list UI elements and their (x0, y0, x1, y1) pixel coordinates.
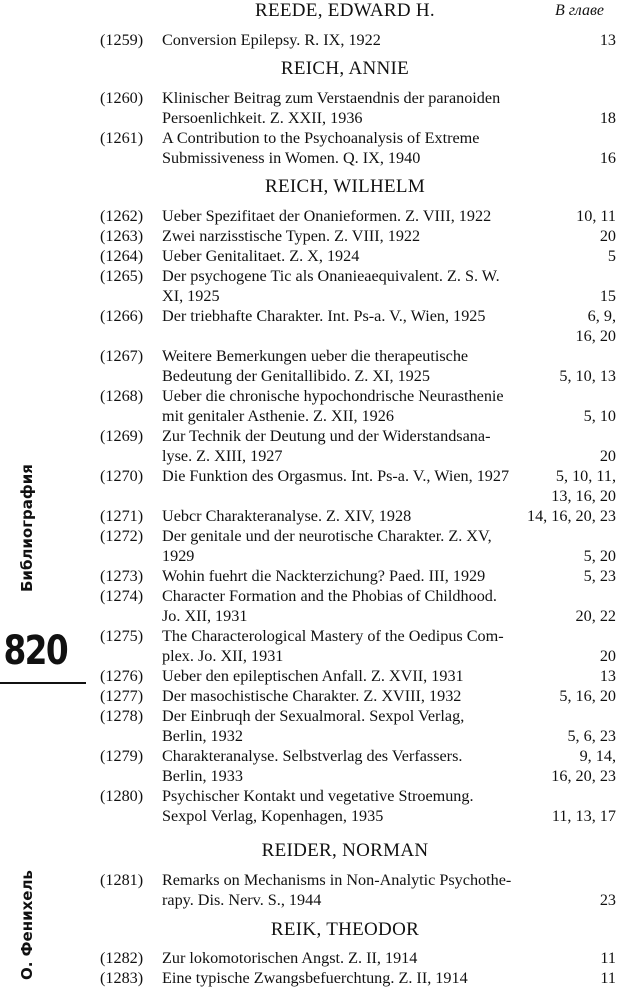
entry-text: mit genitaler Asthenie. Z. XII, 1926 (162, 407, 394, 425)
entry-line (100, 606, 620, 626)
entry-line (100, 666, 620, 686)
entry-text: Ueber den epileptischen Anfall. Z. XVII, 1931 (162, 667, 464, 685)
chapter-references: 5, 10, 11, (555, 467, 616, 485)
entry-number: (1271) (100, 507, 144, 525)
entry-line (100, 586, 620, 606)
entry-line (100, 546, 620, 566)
chapter-references: 11 (600, 949, 616, 967)
chapter-references: 11, 13, 17 (551, 807, 616, 825)
entry-line (100, 626, 620, 646)
entry-line (100, 266, 620, 286)
entry-line (100, 466, 620, 486)
chapter-references: 5, 10, 13 (559, 367, 616, 385)
entry-number: (1272) (100, 527, 144, 545)
entry-line (100, 406, 620, 426)
chapter-references: 16 (599, 149, 616, 167)
entry-text: Berlin, 1933 (162, 767, 243, 785)
bibliography-entry (100, 626, 620, 666)
entry-text: Der masochistische Charakter. Z. XVIII, 1932 (162, 687, 462, 705)
entry-text: Remarks on Mechanisms in Non-Analytic Psychothe- (162, 871, 512, 889)
author-heading: REIDER, NORMAN (261, 840, 429, 861)
column-header: В главе (554, 2, 604, 19)
entry-text: Die Funktion des Orgasmus. Int. Ps-a. V., Wien, 1927 (162, 467, 510, 485)
entry-line (100, 968, 620, 988)
page-number: 820 (3, 628, 68, 674)
bibliography-entry (100, 246, 620, 266)
entry-text: Zwei narzisstische Typen. Z. VIII, 1922 (162, 227, 421, 245)
bibliography-entry (100, 30, 620, 50)
entry-number: (1267) (100, 347, 144, 365)
entry-number: (1282) (100, 949, 144, 967)
chapter-references: 13 (599, 31, 616, 49)
entry-line (100, 686, 620, 706)
running-author: О. Фенихель (18, 870, 36, 980)
entry-text: XI, 1925 (162, 287, 220, 305)
chapter-references: 9, 14, (579, 747, 616, 765)
entry-number: (1265) (100, 267, 144, 285)
entry-text: Submissiveness in Women. Q. IX, 1940 (162, 149, 421, 167)
entry-text: Uebcr Charakteranalyse. Z. XIV, 1928 (162, 507, 412, 525)
entry-number: (1283) (100, 969, 144, 987)
bibliography-entry (100, 128, 620, 168)
entry-line (100, 948, 620, 968)
chapter-references: 23 (599, 891, 616, 909)
entry-line (100, 526, 620, 546)
chapter-references: 16, 20 (575, 327, 616, 345)
entry-text: 1929 (162, 547, 195, 565)
entry-text: Wohin fuehrt die Nackterzichung? Paed. III, 1929 (162, 567, 486, 585)
entry-line (100, 726, 620, 746)
entry-line (100, 486, 620, 506)
chapter-references: 5, 6, 23 (567, 727, 616, 745)
bibliography-entry (100, 706, 620, 746)
entry-number: (1263) (100, 227, 144, 245)
bibliography-entry (100, 786, 620, 826)
bibliography-entry (100, 566, 620, 586)
chapter-references: 18 (599, 109, 616, 127)
entry-number: (1270) (100, 467, 144, 485)
entry-text: Psychischer Kontakt und vegetative Stroemung. (162, 787, 474, 805)
bibliography-entry (100, 870, 620, 910)
bibliography-entry (100, 948, 620, 968)
bibliography-entry (100, 306, 620, 346)
entry-text: rapy. Dis. Nerv. S., 1944 (162, 891, 322, 909)
author-heading: REICH, ANNIE (280, 58, 410, 79)
entry-line (100, 346, 620, 366)
entry-text: Jo. XII, 1931 (162, 607, 248, 625)
entry-text: Conversion Epilepsy. R. IX, 1922 (162, 31, 381, 49)
chapter-references: 5, 23 (583, 567, 616, 585)
entry-text: Eine typische Zwangsbefuerchtung. Z. II, 1914 (162, 969, 468, 987)
entry-text: A Contribution to the Psychoanalysis of Extreme (162, 129, 480, 147)
entry-number: (1260) (100, 89, 144, 107)
entry-line (100, 706, 620, 726)
chapter-references: 6, 9, (587, 307, 616, 325)
chapter-references: 20 (599, 447, 616, 465)
entry-text: Berlin, 1932 (162, 727, 243, 745)
entry-number: (1259) (100, 31, 144, 49)
entry-text: Persoenlichkeit. Z. XXII, 1936 (162, 109, 363, 127)
entry-line (100, 88, 620, 108)
entry-number: (1268) (100, 387, 144, 405)
entry-line (100, 786, 620, 806)
entry-number: (1274) (100, 587, 144, 605)
entry-text: Der Einbruqh der Sexualmoral. Sexpol Verlag, (162, 707, 465, 725)
entry-number: (1273) (100, 567, 144, 585)
entry-line (100, 108, 620, 128)
entry-text: Der genitale und der neurotische Charakter. Z. XV, (162, 527, 492, 545)
bibliography-entry (100, 226, 620, 246)
bibliography-entry (100, 206, 620, 226)
entry-line (100, 306, 620, 326)
chapter-references: 20, 22 (575, 607, 616, 625)
entry-text: lyse. Z. XIII, 1927 (162, 447, 283, 465)
entry-number: (1275) (100, 627, 144, 645)
entry-text: Charakteranalyse. Selbstverlag des Verfassers. (162, 747, 463, 765)
entry-text: Klinischer Beitrag zum Verstaendnis der paranoiden (162, 89, 501, 107)
running-title: Библиография (18, 464, 36, 592)
entry-text: Character Formation and the Phobias of Childhood. (162, 587, 497, 605)
bibliography-entry (100, 426, 620, 466)
chapter-references: 5, 10 (583, 407, 616, 425)
chapter-references: 15 (599, 287, 616, 305)
entry-number: (1278) (100, 707, 144, 725)
entry-line (100, 128, 620, 148)
entry-text: Ueber Spezifitaet der Onanieformen. Z. VIII, 1922 (162, 207, 492, 225)
entry-line (100, 206, 620, 226)
author-heading: REICH, WILHELM (264, 176, 426, 197)
chapter-references: 14, 16, 20, 23 (526, 507, 616, 525)
bibliography-entry (100, 466, 620, 506)
bibliography-entry (100, 506, 620, 526)
entry-number: (1264) (100, 247, 144, 265)
entry-number: (1269) (100, 427, 144, 445)
entry-number: (1280) (100, 787, 144, 805)
bibliography-entry (100, 266, 620, 306)
entry-line (100, 446, 620, 466)
entry-line (100, 226, 620, 246)
entry-line (100, 246, 620, 266)
entry-line (100, 806, 620, 826)
entry-number: (1277) (100, 687, 144, 705)
bibliography-entry (100, 746, 620, 786)
entry-text: Weitere Bemerkungen ueber die therapeutische (162, 347, 469, 365)
chapter-references: 20 (599, 647, 616, 665)
chapter-references: 16, 20, 23 (551, 767, 616, 785)
chapter-references: 5, 20 (583, 547, 616, 565)
entry-line (100, 870, 620, 890)
chapter-references: 5, 16, 20 (559, 687, 616, 705)
bibliography-entry (100, 666, 620, 686)
chapter-references: 11 (600, 969, 616, 987)
entry-line (100, 646, 620, 666)
entry-line (100, 326, 620, 346)
entry-line (100, 426, 620, 446)
entry-line (100, 30, 620, 50)
entry-number: (1261) (100, 129, 144, 147)
entry-text: Zur Technik der Deutung und der Widerstandsana- (162, 427, 491, 445)
bibliography-entry (100, 968, 620, 988)
entry-text: Zur lokomotorischen Angst. Z. II, 1914 (162, 949, 418, 967)
entry-number: (1262) (100, 207, 144, 225)
bibliography-entry (100, 686, 620, 706)
entry-text: Sexpol Verlag, Kopenhagen, 1935 (162, 807, 384, 825)
entry-line (100, 148, 620, 168)
entry-text: Der triebhafte Charakter. Int. Ps-a. V., Wien, 1925 (162, 307, 486, 325)
chapter-references: 20 (599, 227, 616, 245)
author-heading: REEDE, EDWARD H. (254, 0, 435, 21)
chapter-references: 13, 16, 20 (551, 487, 616, 505)
entry-text: The Characterological Mastery of the Oedipus Com- (162, 627, 504, 645)
entry-text: plex. Jo. XII, 1931 (162, 647, 284, 665)
entry-line (100, 506, 620, 526)
entry-line (100, 366, 620, 386)
entry-text: Ueber die chronische hypochondrische Neurasthenie (162, 387, 504, 405)
entry-text: Ueber Genitalitaet. Z. X, 1924 (162, 247, 360, 265)
bibliography-entry (100, 526, 620, 566)
entry-line (100, 766, 620, 786)
page-number-rule (0, 682, 86, 684)
entry-text: Bedeutung der Genitallibido. Z. XI, 1925 (162, 367, 430, 385)
entry-line (100, 386, 620, 406)
entry-line (100, 286, 620, 306)
entry-line (100, 566, 620, 586)
entry-number: (1279) (100, 747, 144, 765)
bibliography-entry (100, 346, 620, 386)
bibliography-entry (100, 586, 620, 626)
bibliography-entry (100, 88, 620, 128)
chapter-references: 13 (599, 667, 616, 685)
entry-number: (1266) (100, 307, 144, 325)
author-heading: REIK, THEODOR (270, 919, 420, 940)
entry-line (100, 746, 620, 766)
entry-text: Der psychogene Tic als Onanieaequivalent. Z. S. W. (162, 267, 500, 285)
chapter-references: 10, 11 (576, 207, 616, 225)
entry-number: (1281) (100, 871, 144, 889)
entry-line (100, 890, 620, 910)
chapter-references: 5 (607, 247, 616, 265)
entry-number: (1276) (100, 667, 144, 685)
bibliography-entry (100, 386, 620, 426)
